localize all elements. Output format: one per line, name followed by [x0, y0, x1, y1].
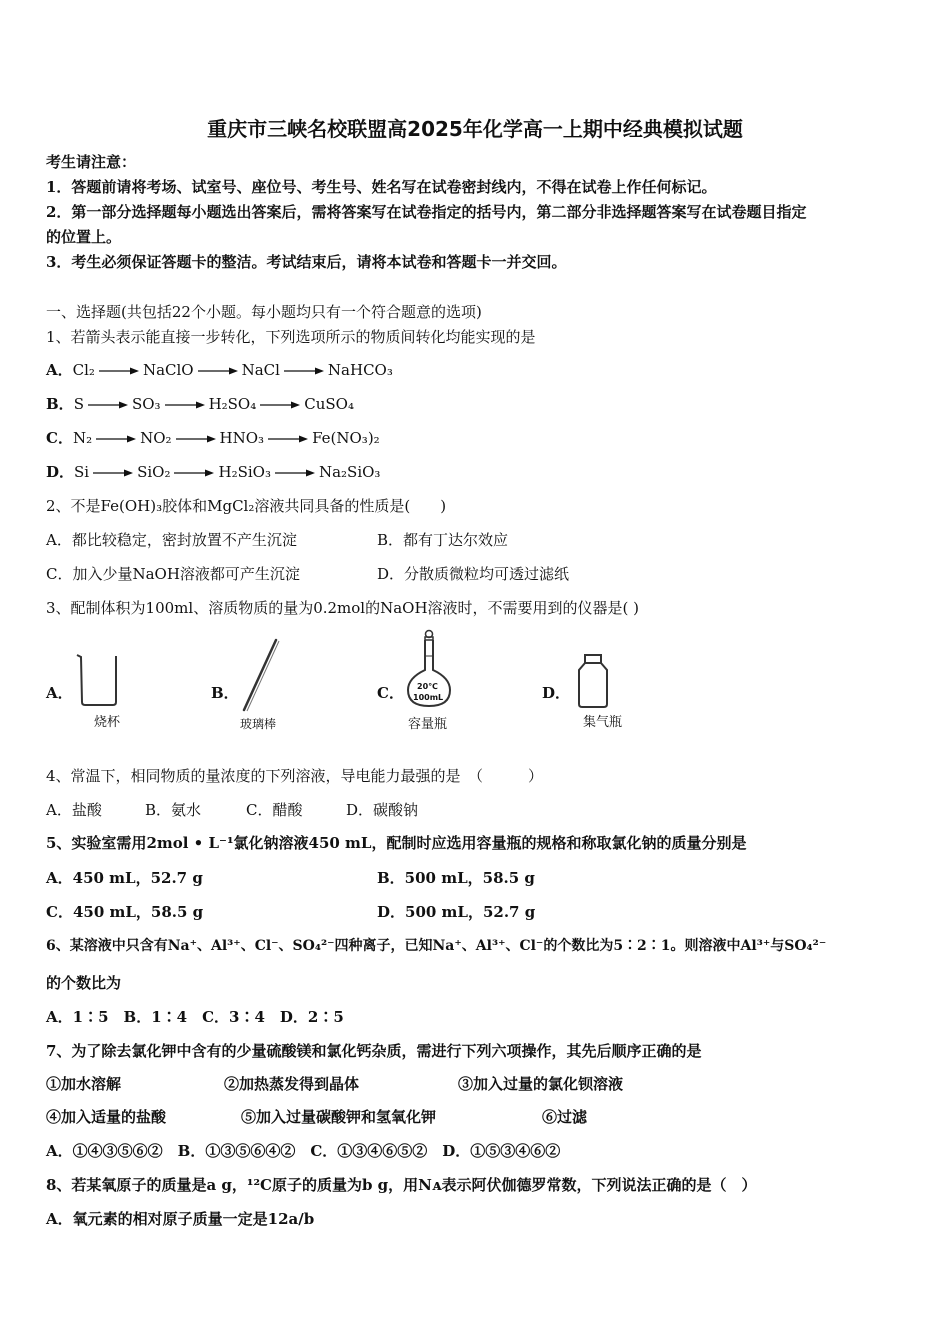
q3-option-d-caption: 集气瓶	[583, 715, 623, 730]
q8-option-a: A．氧元素的相对原子质量一定是12a/b	[46, 1210, 315, 1228]
q2-option-b: B．都有丁达尔效应	[377, 531, 509, 549]
q7-step-2: ②加热蒸发得到晶体	[224, 1075, 360, 1093]
q5-option-d: D．500 mL，52.7 g	[377, 903, 536, 921]
q6-options: A．1∶5 B．1∶4 C．3∶4 D．2∶5	[46, 1008, 344, 1026]
q3-option-a-label: A．	[46, 684, 73, 702]
q7-step-4: ④加入适量的盐酸	[46, 1108, 167, 1126]
species: NaHCO₃	[327, 361, 393, 379]
q5-option-a: A．450 mL，52.7 g	[46, 869, 203, 887]
notice-item: 3．考生必须保证答题卡的整洁。考试结束后，请将本试卷和答题卡一并交回。	[46, 253, 567, 271]
species: S	[73, 395, 84, 413]
q3-option-b-caption: 玻璃棒	[240, 717, 277, 731]
q1-option-d	[46, 462, 380, 482]
option-label: B．	[46, 395, 74, 413]
q7-options: A．①④③⑤⑥② B．①③⑤⑥④② C．①③④⑥⑤② D．①⑤③④⑥②	[46, 1142, 561, 1160]
q5-option-c: C．450 mL，58.5 g	[46, 903, 204, 921]
arrow-icon	[93, 468, 133, 478]
species: NaClO	[142, 361, 194, 379]
flask-label-temp: 20℃	[417, 682, 438, 691]
q3-option-c-label: C．	[377, 684, 404, 702]
q4-option-d: D．碳酸钠	[346, 801, 419, 819]
q1-option-a	[46, 360, 393, 380]
q4-stem: 4、常温下，相同物质的量浓度的下列溶液，导电能力最强的是 （ ）	[46, 767, 544, 785]
species: H₂SO₄	[208, 395, 257, 413]
q2-option-c: C．加入少量NaOH溶液都可产生沉淀	[46, 565, 300, 583]
arrow-icon	[88, 400, 128, 410]
arrow-icon	[96, 434, 136, 444]
arrow-icon	[275, 468, 315, 478]
species: SO₃	[131, 395, 161, 413]
species: SiO₂	[137, 463, 171, 481]
arrow-icon	[268, 434, 308, 444]
q6-stem: 6、某溶液中只含有Na⁺、Al³⁺、Cl⁻、SO₄²⁻四种离子，已知Na⁺、Al³⁺、Cl⁻的个数比为5∶2∶1。则溶液中Al³⁺与SO₄²⁻	[46, 938, 827, 954]
arrow-icon	[176, 434, 216, 444]
glass-rod-icon	[238, 636, 282, 718]
flask-label-volume: 100mL	[413, 693, 444, 702]
notice-item: 1．答题前请将考场、试室号、座位号、考生号、姓名写在试卷密封线内，不得在试卷上作任何标记。	[46, 178, 717, 196]
q6-stem-cont: 的个数比为	[46, 974, 122, 992]
arrow-icon	[260, 400, 300, 410]
species: CuSO₄	[304, 395, 354, 413]
q4-option-c: C．醋酸	[246, 801, 303, 819]
arrow-icon	[174, 468, 214, 478]
arrow-icon	[198, 366, 238, 376]
q1-option-c	[46, 428, 380, 448]
q2-stem: 2、不是Fe(OH)₃胶体和MgCl₂溶液共同具备的性质是( )	[46, 497, 447, 515]
q3-stem: 3、配制体积为100ml、溶质物质的量为0.2mol的NaOH溶液时，不需要用到的仪器是( )	[46, 599, 640, 617]
q4-option-b: B．氨水	[145, 801, 202, 819]
gas-jar-icon	[575, 652, 611, 714]
species: Na₂SiO₃	[318, 463, 381, 481]
q5-option-b: B．500 mL，58.5 g	[377, 869, 535, 887]
q3-option-a-caption: 烧杯	[94, 715, 121, 730]
q3-option-c-caption: 容量瓶	[408, 717, 448, 732]
q1-stem: 1、若箭头表示能直接一步转化，下列选项所示的物质间转化均能实现的是	[46, 328, 536, 346]
species: Fe(NO₃)₂	[312, 429, 380, 447]
q7-step-5: ⑤加入过量碳酸钾和氢氧化钾	[241, 1108, 437, 1126]
q3-option-b-label: B．	[211, 684, 239, 702]
q5-stem: 5、实验室需用2mol • L⁻¹氯化钠溶液450 mL，配制时应选用容量瓶的规格和称取氯化钠的质量分别是	[46, 834, 747, 852]
notice-heading: 考生请注意：	[46, 153, 137, 171]
q8-stem: 8、若某氧原子的质量是a g，¹²C原子的质量为b g，用Nᴀ表示阿伏伽德罗常数，下列说法正确的是（ ）	[46, 1176, 757, 1194]
notice-item: 的位置上。	[46, 228, 122, 246]
q3-option-d-label: D．	[542, 684, 571, 702]
q7-step-1: ①加水溶解	[46, 1075, 122, 1093]
arrow-icon	[284, 366, 324, 376]
species: HNO₃	[219, 429, 265, 447]
option-label: D．	[46, 463, 75, 481]
arrow-icon	[165, 400, 205, 410]
q2-option-d: D．分散质微粒均可透过滤纸	[377, 565, 570, 583]
page-title: 重庆市三峡名校联盟高2025年化学高一上期中经典模拟试题	[207, 117, 743, 141]
species: NO₂	[140, 429, 172, 447]
option-label: A．	[46, 361, 73, 379]
q1-option-b	[46, 394, 354, 414]
q2-option-a: A．都比较稳定，密封放置不产生沉淀	[46, 531, 297, 549]
q7-stem: 7、为了除去氯化钾中含有的少量硫酸镁和氯化钙杂质，需进行下列六项操作，其先后顺序正确的是	[46, 1042, 702, 1060]
species: Cl₂	[72, 361, 95, 379]
beaker-icon	[74, 652, 124, 712]
species: NaCl	[241, 361, 280, 379]
q4-option-a: A．盐酸	[46, 801, 102, 819]
section-heading: 一、选择题(共包括22个小题。每小题均只有一个符合题意的选项)	[46, 303, 482, 321]
species: N₂	[72, 429, 93, 447]
q7-step-6: ⑥过滤	[542, 1108, 588, 1126]
notice-item: 2．第一部分选择题每小题选出答案后，需将答案写在试卷指定的括号内，第二部分非选择题答案写在试卷题目指定	[46, 203, 807, 221]
species: H₂SiO₃	[218, 463, 271, 481]
option-label: C．	[46, 429, 73, 447]
species: Si	[74, 463, 90, 481]
arrow-icon	[99, 366, 139, 376]
q7-step-3: ③加入过量的氯化钡溶液	[458, 1075, 624, 1093]
